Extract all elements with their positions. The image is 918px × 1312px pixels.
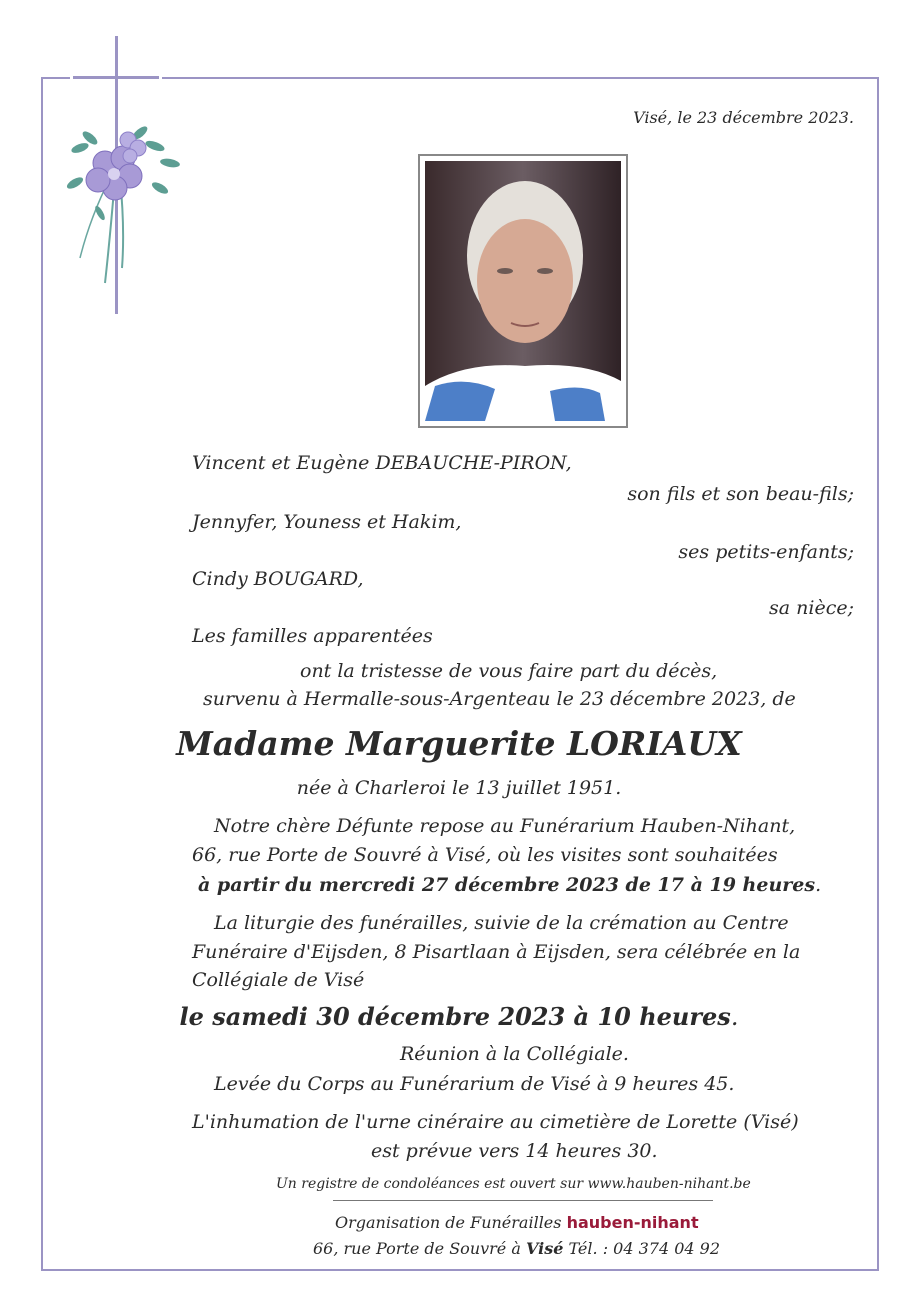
birth-line: née à Charleroi le 13 juillet 1951. xyxy=(296,777,622,799)
inhumation-line2: est prévue vers 14 heures 30. xyxy=(371,1140,658,1162)
ceremony-date-text: le samedi 30 décembre 2023 à 10 heures xyxy=(179,1002,731,1031)
liturgy-line2: Funéraire d'Eijsden, 8 Pisartlaan à Eijsden, sera célébrée en la xyxy=(192,941,801,963)
family-relation-1: son fils et son beau-fils; xyxy=(627,483,854,505)
rest-line2: 66, rue Porte de Souvré à Visé, où les visites sont souhaitées xyxy=(192,844,778,866)
family-relation-2: ses petits-enfants; xyxy=(678,541,854,563)
address-prefix: 66, rue Porte de Souvré à xyxy=(313,1239,521,1258)
deceased-name: Madame Marguerite LORIAUX xyxy=(176,724,742,763)
flowers-icon xyxy=(60,118,200,288)
date-line: Visé, le 23 décembre 2023. xyxy=(633,108,854,127)
announcement-line2: survenu à Hermalle-sous-Argenteau le 23 décembre 2023, de xyxy=(203,688,796,710)
address-line xyxy=(313,1239,720,1258)
liturgy-line1: La liturgie des funérailles, suivie de la crémation au Centre xyxy=(214,912,789,934)
org-prefix: Organisation de Funérailles xyxy=(335,1213,562,1232)
condolences-line: Un registre de condoléances est ouvert sur www.hauben-nihant.be xyxy=(276,1176,751,1192)
meeting-line: Réunion à la Collégiale. xyxy=(400,1043,629,1065)
family-relation-3: sa nièce; xyxy=(769,597,854,619)
separator-line xyxy=(333,1200,713,1201)
family-names-4: Les familles apparentées xyxy=(192,625,433,647)
family-names-3: Cindy BOUGARD, xyxy=(192,568,364,590)
announcement-line1: ont la tristesse de vous faire part du décès, xyxy=(300,660,718,682)
visits-line xyxy=(198,874,821,896)
family-names-1: Vincent et Eugène DEBAUCHE-PIRON, xyxy=(192,452,572,474)
portrait-image xyxy=(425,161,621,421)
brand-logo: hauben-nihant xyxy=(566,1213,699,1232)
liturgy-line3: Collégiale de Visé xyxy=(192,969,365,991)
cross-bar xyxy=(73,76,159,79)
portrait-photo xyxy=(418,154,628,428)
address-city: Visé xyxy=(526,1239,564,1258)
inhumation-line1: L'inhumation de l'urne cinéraire au cimetière de Lorette (Visé) xyxy=(192,1111,799,1133)
levee-line: Levée du Corps au Funérarium de Visé à 9 heures 45. xyxy=(214,1073,735,1095)
phone: Tél. : 04 374 04 92 xyxy=(568,1239,721,1258)
organisation-line xyxy=(335,1213,699,1232)
visits-time: à partir du mercredi 27 décembre 2023 de 17 à 19 heures xyxy=(198,874,816,896)
ceremony-date xyxy=(0,1002,918,1031)
rest-line1: Notre chère Défunte repose au Funérarium Hauben-Nihant, xyxy=(214,815,796,837)
ceremony-date-end: . xyxy=(730,1003,739,1031)
family-names-2: Jennyfer, Youness et Hakim, xyxy=(192,511,462,533)
visits-end: . xyxy=(815,874,822,896)
